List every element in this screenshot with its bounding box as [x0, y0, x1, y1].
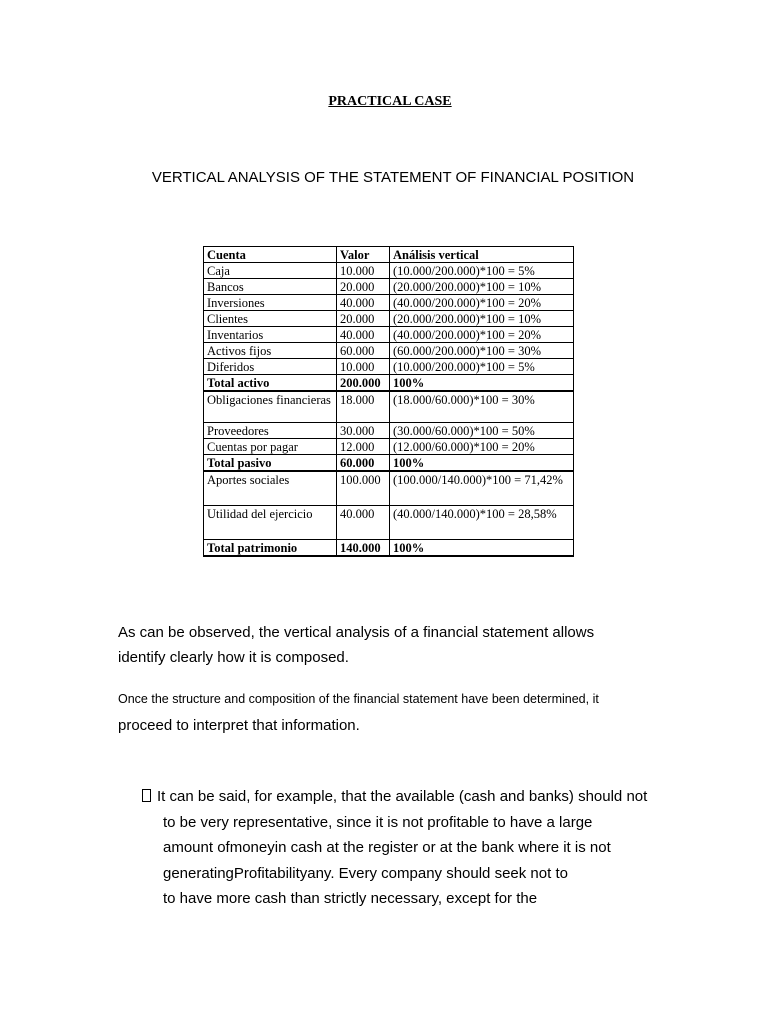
cell-valor: 10.000	[337, 359, 390, 375]
table-total-row	[204, 455, 574, 472]
cell-analisis: (40.000/200.000)*100 = 20%	[390, 295, 574, 311]
cell-analisis: (20.000/200.000)*100 = 10%	[390, 279, 574, 295]
table-row	[204, 343, 574, 359]
body-paragraph-2: Once the structure and composition of the financial statement have been determined, it	[118, 692, 599, 706]
cell-valor: 60.000	[337, 455, 390, 472]
cell-analisis: (100.000/140.000)*100 = 71,42%	[390, 471, 574, 506]
cell-analisis: (12.000/60.000)*100 = 20%	[390, 439, 574, 455]
cell-cuenta: Activos fijos	[204, 343, 337, 359]
cell-cuenta: Diferidos	[204, 359, 337, 375]
bullet-line-text: It can be said, for example, that the available (cash and banks) should not	[157, 788, 648, 805]
cell-valor: 12.000	[337, 439, 390, 455]
cell-cuenta: Caja	[204, 263, 337, 279]
cell-valor: 100.000	[337, 471, 390, 506]
table-row	[204, 471, 574, 506]
body-paragraph-1: As can be observed, the vertical analysis of a financial statement allows identify clearly how it is composed.	[118, 624, 595, 666]
cell-analisis: (10.000/200.000)*100 = 5%	[390, 359, 574, 375]
table-row	[204, 327, 574, 343]
cell-cuenta: Clientes	[204, 311, 337, 327]
table-row	[204, 359, 574, 375]
cell-analisis: (60.000/200.000)*100 = 30%	[390, 343, 574, 359]
cell-valor: 60.000	[337, 343, 390, 359]
cell-analisis: (20.000/200.000)*100 = 10%	[390, 311, 574, 327]
cell-cuenta: Total pasivo	[204, 455, 337, 472]
cell-analisis: 100%	[390, 375, 574, 392]
table-total-row	[204, 540, 574, 557]
table-total-row	[204, 375, 574, 392]
cell-valor: 30.000	[337, 423, 390, 439]
cell-cuenta: Total patrimonio	[204, 540, 337, 557]
bullet-line: to be very representative, since it is not profitable to have a large	[163, 813, 593, 831]
table-row	[204, 391, 574, 423]
cell-valor: 40.000	[337, 327, 390, 343]
column-header-cuenta: Cuenta	[204, 247, 337, 263]
bullet-paragraph	[142, 784, 648, 912]
column-header-valor: Valor	[337, 247, 390, 263]
cell-analisis: (40.000/200.000)*100 = 20%	[390, 327, 574, 343]
cell-valor: 140.000	[337, 540, 390, 557]
bullet-line	[142, 784, 648, 810]
table-header-row	[204, 247, 574, 263]
cell-cuenta: Proveedores	[204, 423, 337, 439]
table-row	[204, 506, 574, 540]
cell-cuenta: Inventarios	[204, 327, 337, 343]
cell-valor: 40.000	[337, 295, 390, 311]
table-row	[204, 423, 574, 439]
cell-valor: 10.000	[337, 263, 390, 279]
cell-valor: 18.000	[337, 391, 390, 423]
page-title: PRACTICAL CASE	[328, 94, 452, 109]
cell-analisis: (10.000/200.000)*100 = 5%	[390, 263, 574, 279]
cell-analisis: 100%	[390, 540, 574, 557]
bullet-line: generatingProfitabilityany. Every company should seek not to	[163, 864, 568, 882]
cell-cuenta: Cuentas por pagar	[204, 439, 337, 455]
page-subtitle: VERTICAL ANALYSIS OF THE STATEMENT OF FINANCIAL POSITION	[151, 169, 635, 186]
cell-valor: 40.000	[337, 506, 390, 540]
table-row	[204, 295, 574, 311]
cell-analisis: 100%	[390, 455, 574, 472]
cell-valor: 200.000	[337, 375, 390, 392]
cell-cuenta: Aportes sociales	[204, 471, 337, 506]
cell-valor: 20.000	[337, 279, 390, 295]
table-row	[204, 439, 574, 455]
table-row	[204, 311, 574, 327]
cell-cuenta: Utilidad del ejercicio	[204, 506, 337, 540]
cell-cuenta: Bancos	[204, 279, 337, 295]
square-bullet-icon	[142, 789, 151, 802]
bullet-line: to have more cash than strictly necessary, except for the	[163, 890, 538, 907]
table-row	[204, 279, 574, 295]
vertical-analysis-table	[203, 246, 574, 557]
column-header-analisis: Análisis vertical	[390, 247, 574, 263]
table-row	[204, 263, 574, 279]
cell-valor: 20.000	[337, 311, 390, 327]
body-paragraph-3: proceed to interpret that information.	[118, 717, 360, 734]
cell-cuenta: Total activo	[204, 375, 337, 392]
cell-analisis: (18.000/60.000)*100 = 30%	[390, 391, 574, 423]
cell-analisis: (40.000/140.000)*100 = 28,58%	[390, 506, 574, 540]
cell-cuenta: Inversiones	[204, 295, 337, 311]
cell-cuenta: Obligaciones financieras	[204, 391, 337, 423]
cell-analisis: (30.000/60.000)*100 = 50%	[390, 423, 574, 439]
bullet-line: amount ofmoneyin cash at the register or at the bank where it is not	[163, 839, 611, 856]
